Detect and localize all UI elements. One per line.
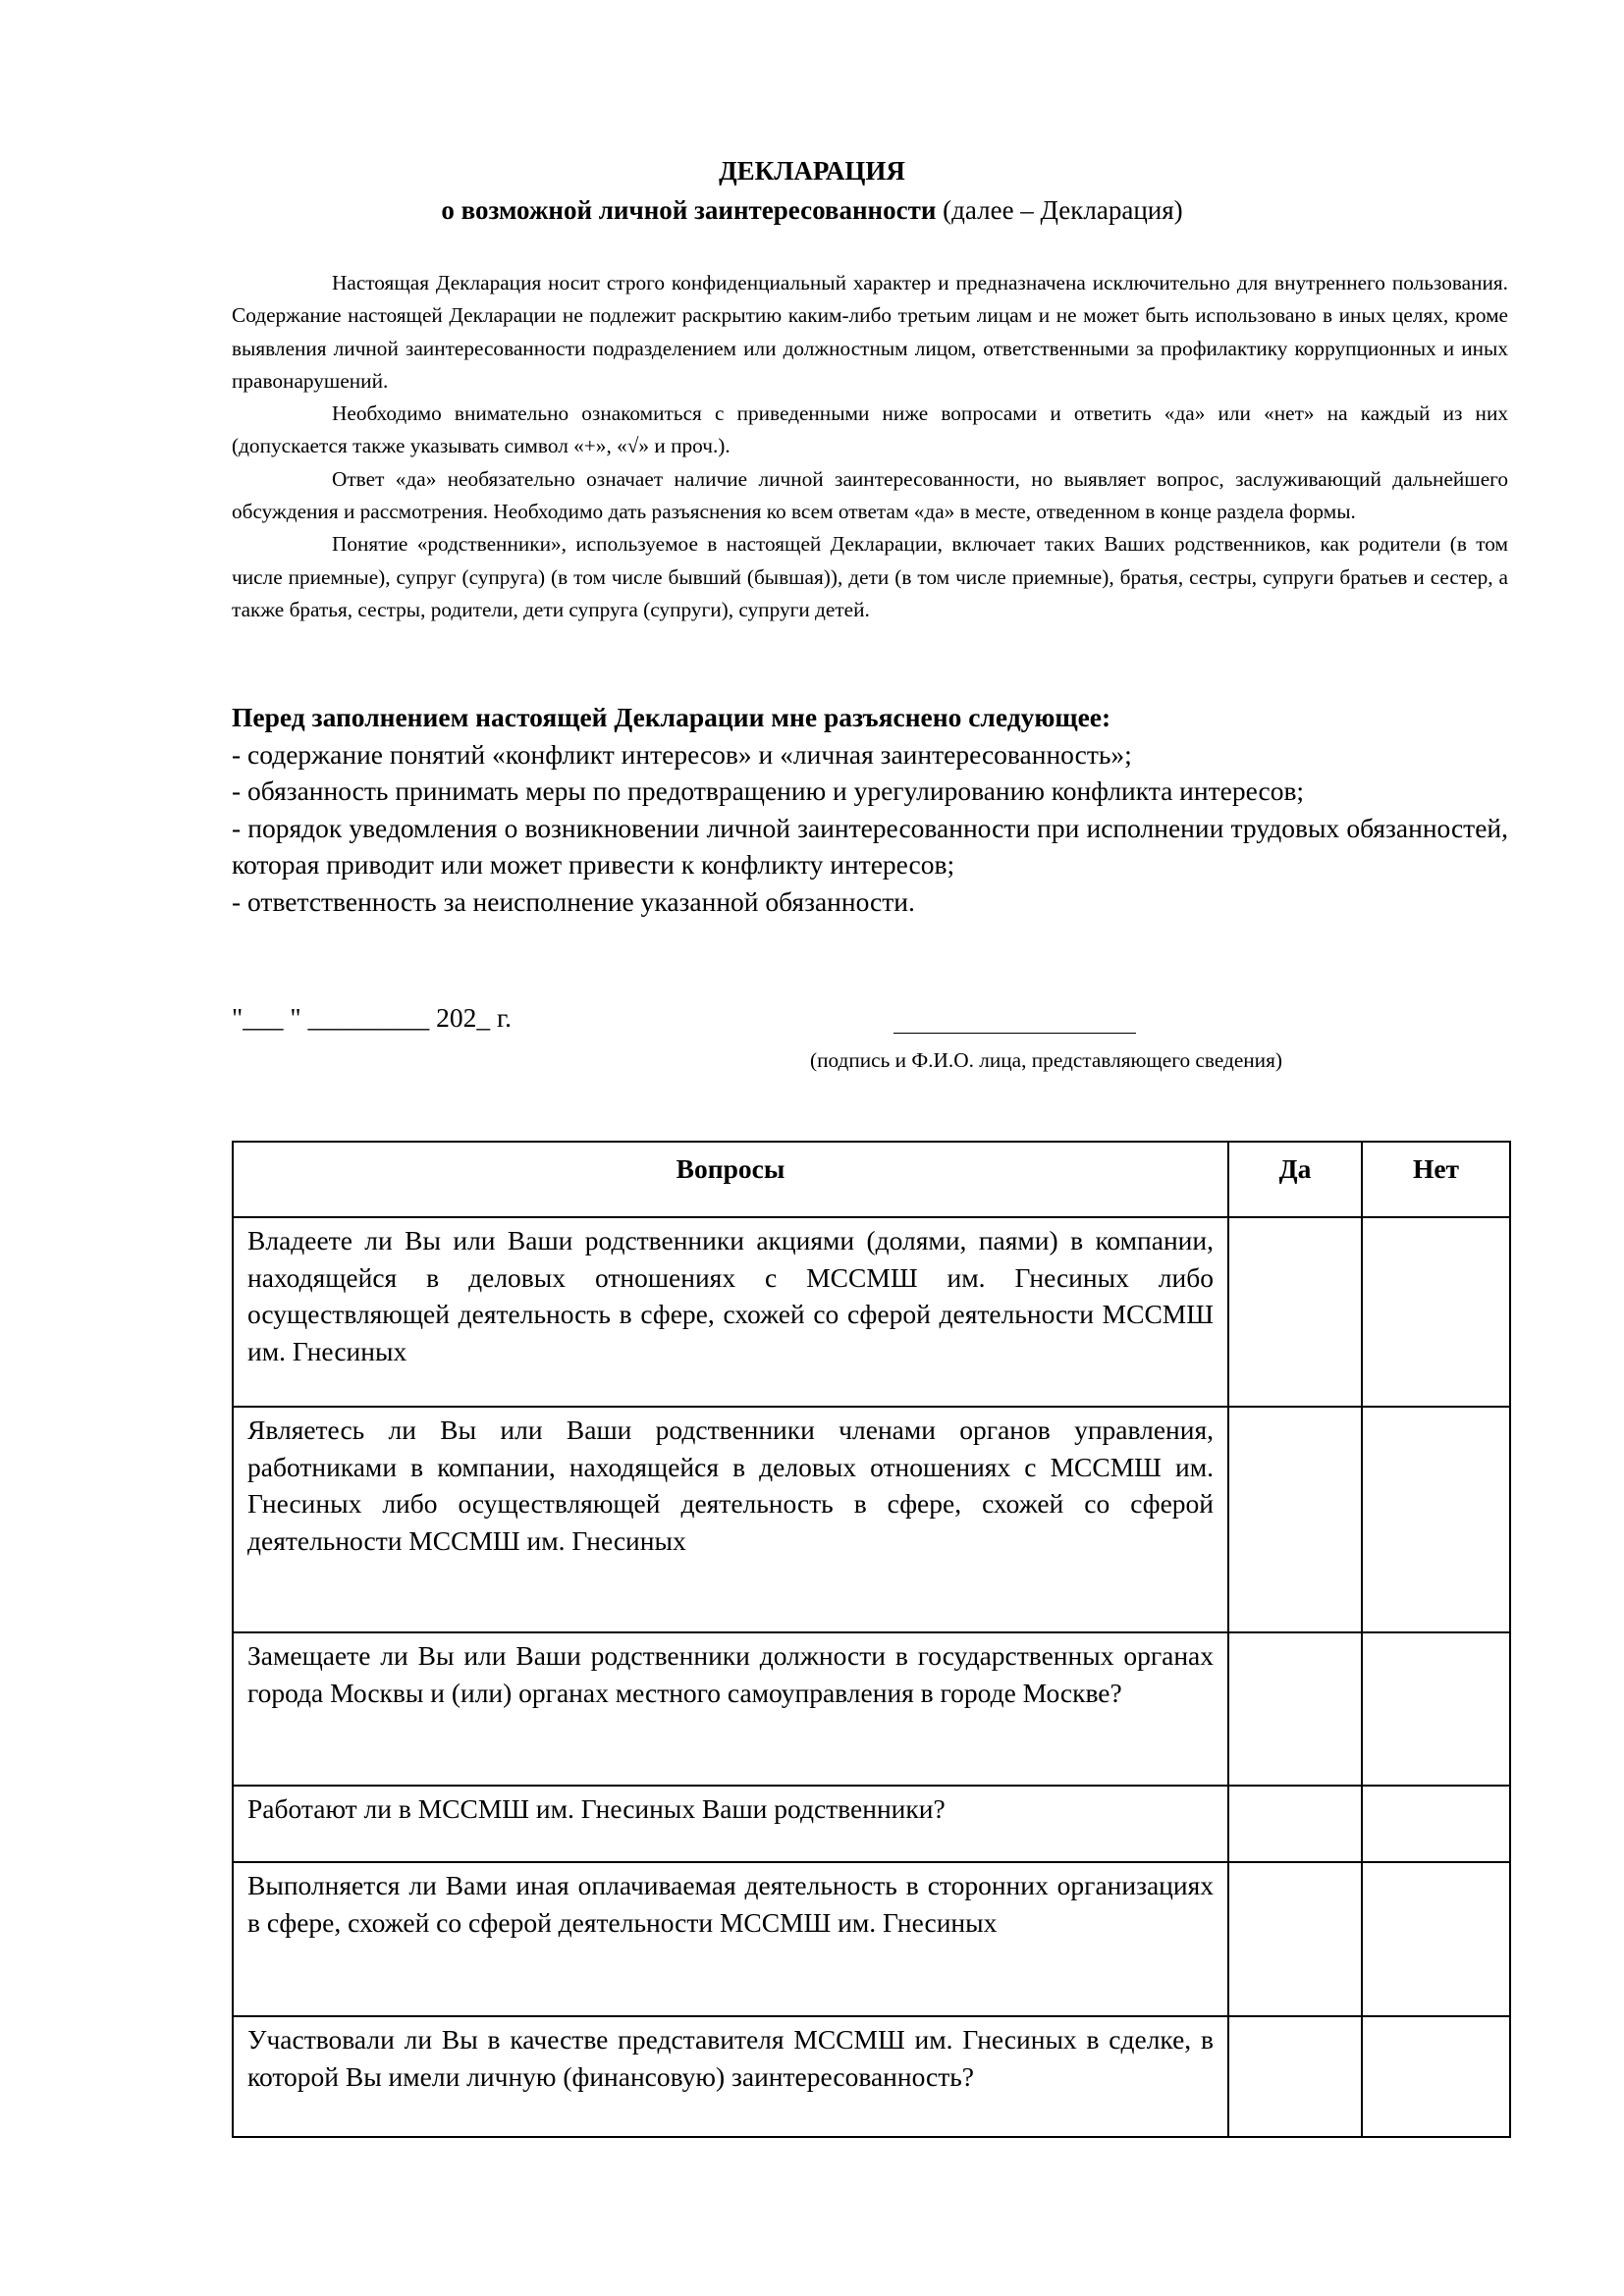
answer-no-cell[interactable] xyxy=(1362,1632,1510,1786)
question-text: Являетесь ли Вы или Ваши родственники членами органов управления, работниками в компании, находящейся в деловых отношениях с МССМШ им. Гнесиных либо осуществляющей деятельность в сфере, схожей со сферой деятельности МССМШ им. Гнесиных xyxy=(233,1407,1228,1632)
answer-no-cell[interactable] xyxy=(1362,2016,1510,2137)
header-yes: Да xyxy=(1228,1142,1362,1217)
explained-item: - обязанность принимать меры по предотвращению и урегулированию конфликта интересов; xyxy=(232,775,1305,806)
document-title: ДЕКЛАРАЦИЯ xyxy=(719,156,905,186)
signature-caption: (подпись и Ф.И.О. лица, представляющего сведения) xyxy=(810,1048,1282,1072)
table-row xyxy=(233,1786,1510,1862)
explained-item: - порядок уведомления о возникновении личной заинтересованности при исполнении трудовых обязанностей, которая приводит или может привести к конфликту интересов; xyxy=(232,812,1508,880)
answer-yes-cell[interactable] xyxy=(1228,1862,1362,2016)
answer-no-cell[interactable] xyxy=(1362,1786,1510,1862)
header-questions: Вопросы xyxy=(233,1142,1228,1217)
explained-heading: Перед заполнением настоящей Декларации мне разъяснено следующее: xyxy=(232,702,1111,732)
answer-yes-cell[interactable] xyxy=(1228,2016,1362,2137)
question-text: Работают ли в МССМШ им. Гнесиных Ваши родственники? xyxy=(233,1786,1228,1862)
intro-section xyxy=(232,267,1508,626)
question-text: Замещаете ли Вы или Ваши родственники должности в государственных органах города Москвы и (или) органах местного самоуправления в городе Москве? xyxy=(233,1632,1228,1786)
intro-paragraph-yes-answer: Ответ «да» необязательно означает наличие личной заинтересованности, но выявляет вопрос, заслуживающий дальнейшего обсуждения и рассмотрения. Необходимо дать разъяснения ко всем ответам «да» в месте, отведенном в конце раздела формы. xyxy=(232,466,1508,524)
intro-paragraph-relatives: Понятие «родственники», используемое в настоящей Декларации, включает таких Ваших родственников, как родители (в том числе приемные), супруг (супруга) (в том числе бывший (бывшая)), дети (в том числе приемные), братья, сестры, супруги братьев и сестер, а также братья, сестры, родители, дети супруга (супруги), супруги детей. xyxy=(232,532,1508,621)
answer-no-cell[interactable] xyxy=(1362,1407,1510,1632)
answer-yes-cell[interactable] xyxy=(1228,1407,1362,1632)
explained-item: - ответственность за неисполнение указанной обязанности. xyxy=(232,885,915,917)
table-row xyxy=(233,1407,1510,1632)
subtitle-normal: (далее – Декларация) xyxy=(936,195,1183,225)
table-header-row xyxy=(233,1142,1510,1217)
answer-yes-cell[interactable] xyxy=(1228,1786,1362,1862)
question-text: Участвовали ли Вы в качестве представителя МССМШ им. Гнесиных в сделке, в которой Вы имели личную (финансовую) заинтересованность? xyxy=(233,2016,1228,2137)
intro-paragraph-confidentiality: Настоящая Декларация носит строго конфиденциальный характер и предназначена исключительно для внутреннего пользования. Содержание настоящей Декларации не подлежит раскрытию каким-либо третьим лицам и не может быть использовано в иных целях, кроме выявления личной заинтересованности подразделением или должностным лицом, ответственными за профилактику коррупционных и иных правонарушений. xyxy=(232,271,1508,393)
subtitle-bold: о возможной личной заинтересованности xyxy=(441,195,937,225)
question-text: Владеете ли Вы или Ваши родственники акциями (долями, паями) в компании, находящейся в деловых отношениях с МССМШ им. Гнесиных либо осуществляющей деятельность в сфере, схожей со сферой деятельности МССМШ им. Гнесиных xyxy=(233,1217,1228,1407)
answer-no-cell[interactable] xyxy=(1362,1217,1510,1407)
intro-paragraph-instructions: Необходимо внимательно ознакомиться с приведенными ниже вопросами и ответить «да» или «нет» на каждый из них (допускается также указывать символ «+», «√» и проч.). xyxy=(232,401,1508,458)
question-text: Выполняется ли Вами иная оплачиваемая деятельность в сторонних организациях в сфере, схожей со сферой деятельности МССМШ им. Гнесиных xyxy=(233,1862,1228,2016)
table-row xyxy=(233,2016,1510,2137)
explained-item: - содержание понятий «конфликт интересов» и «личная заинтересованность»; xyxy=(232,738,1132,770)
document-subtitle xyxy=(0,193,1624,227)
answer-yes-cell[interactable] xyxy=(1228,1632,1362,1786)
table-row xyxy=(233,1217,1510,1407)
explained-section xyxy=(232,699,1508,920)
header-no: Нет xyxy=(1362,1142,1510,1217)
questions-table xyxy=(232,1141,1511,2138)
answer-no-cell[interactable] xyxy=(1362,1862,1510,2016)
table-row xyxy=(233,1632,1510,1786)
signature-line[interactable] xyxy=(893,1033,1136,1034)
table-row xyxy=(233,1862,1510,2016)
date-field[interactable]: "___ " _________ 202_ г. xyxy=(232,1002,513,1033)
answer-yes-cell[interactable] xyxy=(1228,1217,1362,1407)
